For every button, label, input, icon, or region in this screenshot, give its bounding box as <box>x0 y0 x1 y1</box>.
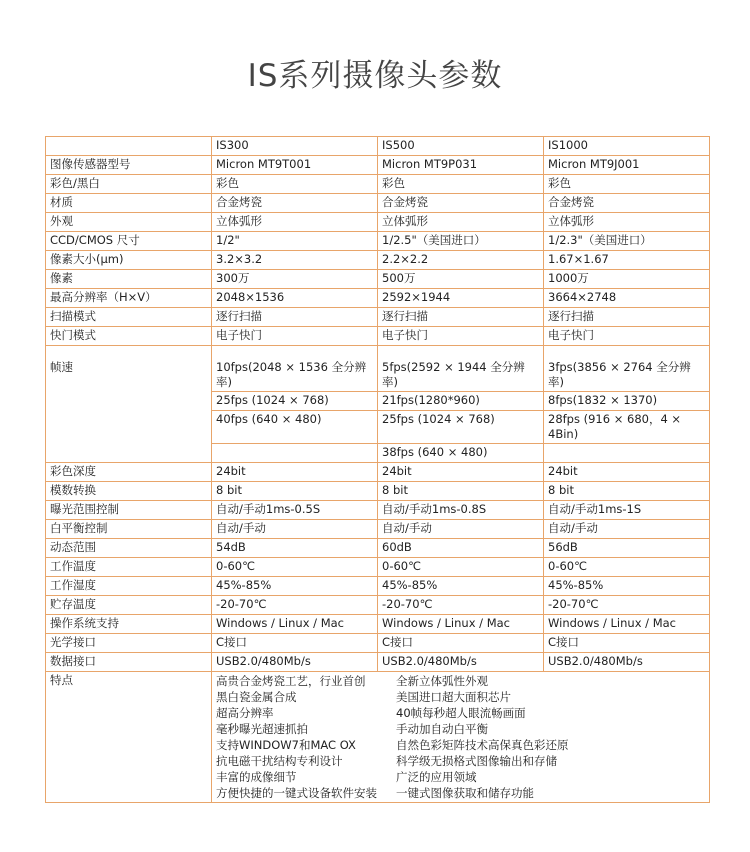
table-cell: 24bit <box>212 463 378 482</box>
table-cell: 40fps (640 × 480) <box>212 411 378 444</box>
table-cell: 300万 <box>212 270 378 289</box>
row-label: 彩色/黑白 <box>46 175 212 194</box>
row-label: 操作系统支持 <box>46 615 212 634</box>
table-cell: 5fps(2592 × 1944 全分辨率) <box>378 346 544 392</box>
feature-text: 超高分辨率 <box>216 706 274 720</box>
row-label: 扫描模式 <box>46 308 212 327</box>
row-label: 工作湿度 <box>46 577 212 596</box>
table-cell: IS500 <box>378 137 544 156</box>
feature-text: 一键式图像获取和储存功能 <box>396 786 534 800</box>
features-row <box>46 672 710 803</box>
table-row <box>46 156 710 175</box>
feature-text: 美国进口超大面积芯片 <box>396 690 511 704</box>
table-row <box>46 251 710 270</box>
feature-line <box>216 689 705 705</box>
feature-line <box>216 785 705 801</box>
table-cell: 1.67×1.67 <box>544 251 710 270</box>
table-cell: 8fps(1832 × 1370) <box>544 392 710 411</box>
table-cell: 56dB <box>544 539 710 558</box>
row-label: 彩色深度 <box>46 463 212 482</box>
feature-text: 支持WINDOW7和MAC OX <box>216 738 356 752</box>
table-cell: 立体弧形 <box>378 213 544 232</box>
table-cell: 合金烤瓷 <box>378 194 544 213</box>
table-cell: Windows / Linux / Mac <box>378 615 544 634</box>
table-cell: 自动/手动1ms-0.5S <box>212 501 378 520</box>
row-label: 像素大小(μm) <box>46 251 212 270</box>
row-label: 像素 <box>46 270 212 289</box>
feature-line <box>216 737 705 753</box>
feature-text: 方便快捷的一键式设备软件安装 <box>216 786 377 800</box>
table-cell: 彩色 <box>212 175 378 194</box>
table-cell: 25fps (1024 × 768) <box>212 392 378 411</box>
table-row <box>46 232 710 251</box>
table-cell: Windows / Linux / Mac <box>544 615 710 634</box>
table-cell: 2.2×2.2 <box>378 251 544 270</box>
table-cell: IS300 <box>212 137 378 156</box>
feature-line <box>216 721 705 737</box>
table-row <box>46 327 710 346</box>
feature-text: 科学级无损格式图像输出和存储 <box>396 754 557 768</box>
table-row <box>46 308 710 327</box>
table-cell: 3fps(3856 × 2764 全分辨率) <box>544 346 710 392</box>
feature-line <box>216 705 705 721</box>
table-cell: 1000万 <box>544 270 710 289</box>
fps-row <box>46 346 710 392</box>
table-row <box>46 596 710 615</box>
table-row <box>46 520 710 539</box>
table-row <box>46 482 710 501</box>
row-label: 特点 <box>46 672 212 803</box>
table-cell: 彩色 <box>378 175 544 194</box>
table-cell: 电子快门 <box>212 327 378 346</box>
table-row <box>46 501 710 520</box>
feature-line <box>216 769 705 785</box>
table-cell: USB2.0/480Mb/s <box>212 653 378 672</box>
table-cell: 8 bit <box>378 482 544 501</box>
table-cell: 3.2×3.2 <box>212 251 378 270</box>
feature-text: 手动加自动白平衡 <box>396 722 488 736</box>
features-cell <box>212 672 710 803</box>
table-cell: 合金烤瓷 <box>544 194 710 213</box>
feature-text: 黑白瓷金属合成 <box>216 690 297 704</box>
table-cell: 1/2" <box>212 232 378 251</box>
feature-line <box>216 753 705 769</box>
table-cell: 0-60℃ <box>212 558 378 577</box>
table-cell: C接口 <box>544 634 710 653</box>
table-row <box>46 289 710 308</box>
table-row <box>46 634 710 653</box>
table-cell: C接口 <box>212 634 378 653</box>
row-label: 贮存温度 <box>46 596 212 615</box>
table-cell: 1/2.3"（美国进口） <box>544 232 710 251</box>
row-label: 动态范围 <box>46 539 212 558</box>
table-cell: 逐行扫描 <box>212 308 378 327</box>
feature-text: 丰富的成像细节 <box>216 770 297 784</box>
page-title: IS系列摄像头参数 <box>247 58 503 94</box>
table-cell: C接口 <box>378 634 544 653</box>
table-cell: 电子快门 <box>544 327 710 346</box>
table-row <box>46 539 710 558</box>
table-cell: 逐行扫描 <box>378 308 544 327</box>
table-cell: 24bit <box>378 463 544 482</box>
table-cell: -20-70℃ <box>378 596 544 615</box>
table-cell: 1/2.5"（美国进口） <box>378 232 544 251</box>
row-label <box>46 137 212 156</box>
feature-text: 毫秒曝光超速抓拍 <box>216 722 308 736</box>
row-label: 图像传感器型号 <box>46 156 212 175</box>
table-cell: 3664×2748 <box>544 289 710 308</box>
spec-table <box>45 136 710 803</box>
table-cell: Windows / Linux / Mac <box>212 615 378 634</box>
table-cell: 45%-85% <box>378 577 544 596</box>
row-label: 白平衡控制 <box>46 520 212 539</box>
feature-text: 40帧每秒超人眼流畅画面 <box>396 706 526 720</box>
table-cell: 45%-85% <box>212 577 378 596</box>
table-cell: 45%-85% <box>544 577 710 596</box>
header-row <box>46 137 710 156</box>
row-label: 外观 <box>46 213 212 232</box>
feature-text: 抗电磁干扰结构专利设计 <box>216 754 343 768</box>
table-cell: 0-60℃ <box>378 558 544 577</box>
table-cell: 自动/手动 <box>212 520 378 539</box>
table-row <box>46 463 710 482</box>
table-row <box>46 615 710 634</box>
row-label: 模数转换 <box>46 482 212 501</box>
table-cell: 38fps (640 × 480) <box>378 444 544 463</box>
table-cell: 60dB <box>378 539 544 558</box>
table-cell: Micron MT9T001 <box>212 156 378 175</box>
table-cell: 0-60℃ <box>544 558 710 577</box>
table-cell: 自动/手动 <box>378 520 544 539</box>
table-cell: Micron MT9J001 <box>544 156 710 175</box>
table-cell: 28fps (916 × 680，4 × 4Bin) <box>544 411 710 444</box>
table-cell: 24bit <box>544 463 710 482</box>
table-row <box>46 194 710 213</box>
table-cell: 电子快门 <box>378 327 544 346</box>
row-label: 工作温度 <box>46 558 212 577</box>
table-cell: 自动/手动1ms-1S <box>544 501 710 520</box>
table-row <box>46 175 710 194</box>
table-cell: 自动/手动 <box>544 520 710 539</box>
feature-text: 高贵合金烤瓷工艺，行业首创 <box>216 674 366 688</box>
table-row <box>46 577 710 596</box>
table-cell: 彩色 <box>544 175 710 194</box>
feature-text: 广泛的应用领域 <box>396 770 477 784</box>
row-label: 曝光范围控制 <box>46 501 212 520</box>
table-cell: 8 bit <box>544 482 710 501</box>
table-cell: 500万 <box>378 270 544 289</box>
table-cell: 立体弧形 <box>212 213 378 232</box>
feature-text: 全新立体弧性外观 <box>396 674 488 688</box>
feature-line <box>216 673 705 689</box>
row-label: CCD/CMOS 尺寸 <box>46 232 212 251</box>
table-cell: USB2.0/480Mb/s <box>378 653 544 672</box>
table-cell: 10fps(2048 × 1536 全分辨率) <box>212 346 378 392</box>
row-label: 材质 <box>46 194 212 213</box>
row-label: 帧速 <box>46 346 212 463</box>
feature-text: 自然色彩矩阵技术高保真色彩还原 <box>396 738 569 752</box>
table-cell: 合金烤瓷 <box>212 194 378 213</box>
row-label: 最高分辨率（H×V） <box>46 289 212 308</box>
row-label: 光学接口 <box>46 634 212 653</box>
table-cell <box>544 444 710 463</box>
table-cell: 逐行扫描 <box>544 308 710 327</box>
row-label: 数据接口 <box>46 653 212 672</box>
table-cell: 25fps (1024 × 768) <box>378 411 544 444</box>
table-cell: 54dB <box>212 539 378 558</box>
table-cell: IS1000 <box>544 137 710 156</box>
table-cell: 2048×1536 <box>212 289 378 308</box>
table-cell: USB2.0/480Mb/s <box>544 653 710 672</box>
table-cell: 2592×1944 <box>378 289 544 308</box>
table-row <box>46 270 710 289</box>
table-cell: 立体弧形 <box>544 213 710 232</box>
table-cell <box>212 444 378 463</box>
table-row <box>46 558 710 577</box>
row-label: 快门模式 <box>46 327 212 346</box>
table-cell: Micron MT9P031 <box>378 156 544 175</box>
table-row <box>46 213 710 232</box>
table-cell: 8 bit <box>212 482 378 501</box>
table-cell: -20-70℃ <box>212 596 378 615</box>
table-cell: 自动/手动1ms-0.8S <box>378 501 544 520</box>
table-row <box>46 653 710 672</box>
table-cell: -20-70℃ <box>544 596 710 615</box>
table-cell: 21fps(1280*960) <box>378 392 544 411</box>
